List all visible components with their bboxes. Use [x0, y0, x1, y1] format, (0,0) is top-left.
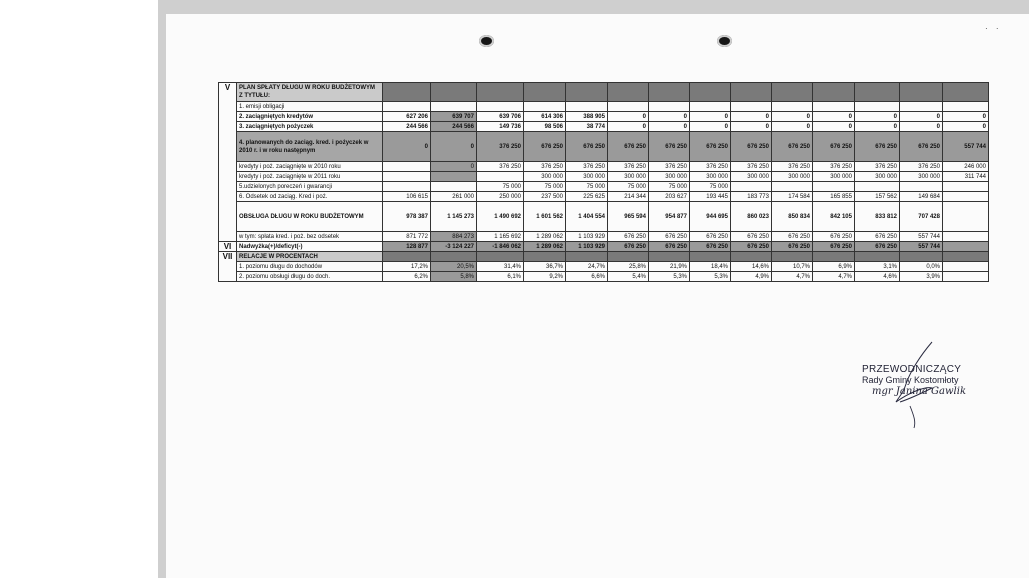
table-cell: 4,6%: [855, 272, 900, 282]
row-label: kredyty i poż. zaciągnięte w 2011 roku: [237, 172, 383, 182]
table-cell: 376 250: [690, 162, 731, 172]
table-cell: 0: [383, 132, 431, 162]
table-cell: 0: [772, 122, 813, 132]
table-cell: -3 124 227: [431, 242, 477, 252]
table-cell: 250 000: [477, 192, 524, 202]
row-label: w tym: spłata kred. i poż. bez odsetek: [237, 232, 383, 242]
table-cell: [855, 182, 900, 192]
table-cell: [943, 232, 989, 242]
table-cell: 376 250: [900, 162, 943, 172]
table-cell: [383, 182, 431, 192]
table-cell: 376 250: [566, 162, 608, 172]
table-cell: 676 250: [813, 232, 855, 242]
table-cell: 0: [649, 122, 690, 132]
table-cell: [900, 182, 943, 192]
punch-hole: [479, 35, 494, 47]
table-cell: [690, 102, 731, 112]
table-cell: 0,0%: [900, 262, 943, 272]
table-cell: 0: [608, 112, 649, 122]
table-cell: 627 206: [383, 112, 431, 122]
table-cell: 300 000: [608, 172, 649, 182]
table-cell: 3,9%: [900, 272, 943, 282]
table-cell: 214 344: [608, 192, 649, 202]
table-cell: 676 250: [855, 232, 900, 242]
table-cell: 6,1%: [477, 272, 524, 282]
table-cell: 75 000: [524, 182, 566, 192]
table-cell: 871 772: [383, 232, 431, 242]
table-cell: 21,9%: [649, 262, 690, 272]
table-cell: 965 594: [608, 202, 649, 232]
table-cell: 4,9%: [731, 272, 772, 282]
table-cell: [566, 102, 608, 112]
table-cell: 0: [813, 122, 855, 132]
table-cell: 978 387: [383, 202, 431, 232]
table-cell: 225 625: [566, 192, 608, 202]
table-cell: [431, 102, 477, 112]
table-cell: 36,7%: [524, 262, 566, 272]
table-cell: [477, 172, 524, 182]
table-row: [219, 122, 989, 132]
table-cell: 5,3%: [649, 272, 690, 282]
table-cell: 4,7%: [772, 272, 813, 282]
table-cell: 18,4%: [690, 262, 731, 272]
table-cell: 557 744: [943, 132, 989, 162]
table-cell: 300 000: [772, 172, 813, 182]
table-cell: 5,8%: [431, 272, 477, 282]
table-cell: 0: [731, 112, 772, 122]
table-cell: 165 855: [813, 192, 855, 202]
table-cell: 300 000: [649, 172, 690, 182]
table-cell: [649, 102, 690, 112]
table-cell: [731, 102, 772, 112]
table-cell: 842 105: [813, 202, 855, 232]
row-label: 3. zaciągniętych pożyczek: [237, 122, 383, 132]
header-cell: [477, 252, 524, 262]
header-cell: [477, 83, 524, 102]
table-cell: 376 250: [731, 162, 772, 172]
section-v-header-row: [219, 83, 989, 102]
header-cell: [772, 83, 813, 102]
table-cell: 300 000: [731, 172, 772, 182]
table-cell: 98 506: [524, 122, 566, 132]
table-cell: 376 250: [477, 162, 524, 172]
table-cell: 0: [772, 112, 813, 122]
table-cell: 300 000: [900, 172, 943, 182]
header-cell: [383, 252, 431, 262]
table-cell: 676 250: [690, 132, 731, 162]
table-cell: 676 250: [524, 132, 566, 162]
table-cell: 300 000: [690, 172, 731, 182]
table-cell: 300 000: [566, 172, 608, 182]
table-cell: [900, 102, 943, 112]
table-row: [219, 112, 989, 122]
table-cell: 1 490 692: [477, 202, 524, 232]
table-cell: 1 103 929: [566, 232, 608, 242]
table-cell: 0: [943, 112, 989, 122]
table-cell: 376 250: [772, 162, 813, 172]
table-cell: 0: [900, 112, 943, 122]
table-cell: 860 023: [731, 202, 772, 232]
table-cell: 75 000: [690, 182, 731, 192]
table-cell: [943, 192, 989, 202]
table-cell: 300 000: [855, 172, 900, 182]
table-cell: [383, 102, 431, 112]
header-cell: [566, 83, 608, 102]
header-cell: [431, 83, 477, 102]
table-cell: 639 707: [431, 112, 477, 122]
table-cell: 203 627: [649, 192, 690, 202]
table-cell: 676 250: [813, 132, 855, 162]
table-cell: 5,4%: [608, 272, 649, 282]
table-cell: 0: [649, 112, 690, 122]
table-cell: 0: [608, 122, 649, 132]
table-cell: 4,7%: [813, 272, 855, 282]
table-cell: 1 103 929: [566, 242, 608, 252]
table-cell: [431, 172, 477, 182]
row-label: 2. poziomu obsługi długu do doch.: [237, 272, 383, 282]
header-cell: [649, 83, 690, 102]
row-label: Nadwyżka(+)/deficyt(-): [237, 242, 383, 252]
table-cell: 676 250: [772, 232, 813, 242]
table-cell: 676 250: [690, 242, 731, 252]
table-cell: 0: [855, 112, 900, 122]
header-cell: [855, 83, 900, 102]
table-cell: 639 706: [477, 112, 524, 122]
header-cell: [690, 252, 731, 262]
table-cell: 20,5%: [431, 262, 477, 272]
table-cell: 6,6%: [566, 272, 608, 282]
signature-name: mgr Janina Gawlik: [872, 386, 966, 397]
table-cell: 614 306: [524, 112, 566, 122]
table-cell: 9,2%: [524, 272, 566, 282]
table-cell: 128 877: [383, 242, 431, 252]
table-cell: [731, 182, 772, 192]
section-roman-numeral: V: [219, 83, 237, 242]
section-header: PLAN SPŁATY DŁUGU W ROKU BUDŻETOWYM Z TYTUŁU:: [237, 83, 383, 102]
table-cell: 0: [690, 122, 731, 132]
table-cell: 174 584: [772, 192, 813, 202]
table-row: [219, 182, 989, 192]
table-cell: 38 774: [566, 122, 608, 132]
table-row: [219, 192, 989, 202]
table-cell: 149 736: [477, 122, 524, 132]
table-cell: 0: [431, 132, 477, 162]
row-label: kredyty i poż. zaciągnięte w 2010 roku: [237, 162, 383, 172]
table-row: [219, 172, 989, 182]
table-cell: 388 905: [566, 112, 608, 122]
table-row: [219, 232, 989, 242]
table-cell: 0: [431, 162, 477, 172]
table-cell: [383, 162, 431, 172]
table-cell: 676 250: [855, 132, 900, 162]
header-cell: [608, 252, 649, 262]
table-cell: 884 273: [431, 232, 477, 242]
table-cell: 311 744: [943, 172, 989, 182]
table-cell: 676 250: [690, 232, 731, 242]
table-cell: 376 250: [608, 162, 649, 172]
table-cell: 676 250: [855, 242, 900, 252]
table-cell: 376 250: [649, 162, 690, 172]
table-cell: 157 562: [855, 192, 900, 202]
row-label: 5.udzielonych poreczeń i gwarancji: [237, 182, 383, 192]
header-cell: [900, 83, 943, 102]
table-cell: 183 773: [731, 192, 772, 202]
table-cell: 75 000: [649, 182, 690, 192]
scan-left-margin: [0, 0, 158, 578]
table-cell: 707 428: [900, 202, 943, 232]
table-cell: [813, 182, 855, 192]
table-cell: 676 250: [608, 242, 649, 252]
table-cell: 676 250: [566, 132, 608, 162]
table-cell: [943, 102, 989, 112]
header-cell: [855, 252, 900, 262]
header-cell: [690, 83, 731, 102]
table-cell: 6,2%: [383, 272, 431, 282]
table-cell: 1 289 062: [524, 232, 566, 242]
table-cell: 676 250: [900, 132, 943, 162]
table-cell: 244 566: [431, 122, 477, 132]
table-cell: 557 744: [900, 232, 943, 242]
row-label: 1. emisji obligacji: [237, 102, 383, 112]
section-roman-numeral: VII: [219, 252, 237, 282]
table-cell: 676 250: [649, 132, 690, 162]
punch-hole: [717, 35, 732, 47]
table-cell: 31,4%: [477, 262, 524, 272]
table-cell: 6,9%: [813, 262, 855, 272]
header-cell: [943, 252, 989, 262]
table-cell: [943, 272, 989, 282]
debt-repayment-table: [218, 82, 989, 282]
row-label: 6. Odsetek od zaciąg. Kred i poż.: [237, 192, 383, 202]
table-cell: 676 250: [608, 132, 649, 162]
table-cell: [943, 242, 989, 252]
header-cell: [608, 83, 649, 102]
table-cell: 676 250: [731, 132, 772, 162]
table-cell: 1 404 554: [566, 202, 608, 232]
header-cell: [383, 83, 431, 102]
section-header: RELACJE W PROCENTACH: [237, 252, 383, 262]
table-row: [219, 102, 989, 112]
table-cell: 676 250: [772, 132, 813, 162]
signature-organization: Rady Gminy Kostomłoty: [862, 375, 959, 385]
table-cell: 17,2%: [383, 262, 431, 272]
header-cell: [524, 83, 566, 102]
table-cell: 1 165 692: [477, 232, 524, 242]
table-cell: 106 615: [383, 192, 431, 202]
table-cell: 0: [731, 122, 772, 132]
table-cell: 14,6%: [731, 262, 772, 272]
table-cell: 0: [855, 122, 900, 132]
header-cell: [524, 252, 566, 262]
table-cell: [477, 102, 524, 112]
table-cell: [943, 202, 989, 232]
table-cell: 1 145 273: [431, 202, 477, 232]
scan-specks: · ·: [985, 24, 1002, 33]
header-cell: [431, 252, 477, 262]
table-cell: 676 250: [649, 242, 690, 252]
row-label: OBSŁUGA DŁUGU W ROKU BUDŻETOWYM: [237, 202, 383, 232]
table-cell: 75 000: [608, 182, 649, 192]
table-cell: 24,7%: [566, 262, 608, 272]
table-cell: 376 250: [524, 162, 566, 172]
table-cell: 676 250: [772, 242, 813, 252]
signature-block: [862, 364, 1012, 397]
header-cell: [943, 83, 989, 102]
table-cell: 10,7%: [772, 262, 813, 272]
table-row: [219, 272, 989, 282]
row-label: 4. planowanych do zaciąg. kred. i pożyczek w 2010 r. i w roku następnym: [237, 132, 383, 162]
table-cell: 193 445: [690, 192, 731, 202]
header-cell: [731, 252, 772, 262]
header-cell: [649, 252, 690, 262]
table-row: [219, 262, 989, 272]
table-cell: [524, 102, 566, 112]
header-cell: [772, 252, 813, 262]
table-cell: 0: [690, 112, 731, 122]
table-cell: 944 695: [690, 202, 731, 232]
table-cell: 676 250: [731, 232, 772, 242]
signature-title: PRZEWODNICZĄCY: [862, 364, 962, 375]
table-cell: 244 566: [383, 122, 431, 132]
table-body: [219, 83, 989, 282]
table-cell: 557 744: [900, 242, 943, 252]
table-cell: 246 000: [943, 162, 989, 172]
table-cell: 149 684: [900, 192, 943, 202]
table-cell: 25,8%: [608, 262, 649, 272]
table-cell: [943, 262, 989, 272]
table-cell: 0: [900, 122, 943, 132]
table-cell: 954 877: [649, 202, 690, 232]
table-cell: 5,3%: [690, 272, 731, 282]
table-cell: 1 289 062: [524, 242, 566, 252]
table-cell: 676 250: [608, 232, 649, 242]
table-cell: 1 601 562: [524, 202, 566, 232]
table-cell: 676 250: [649, 232, 690, 242]
header-cell: [900, 252, 943, 262]
table-cell: 300 000: [813, 172, 855, 182]
table-cell: 0: [943, 122, 989, 132]
table-cell: 376 250: [855, 162, 900, 172]
table-cell: 300 000: [524, 172, 566, 182]
table-cell: [772, 102, 813, 112]
table-cell: 676 250: [731, 242, 772, 252]
table-cell: -1 846 062: [477, 242, 524, 252]
table-cell: 676 250: [813, 242, 855, 252]
row-label: 1. poziomu długu do dochodów: [237, 262, 383, 272]
table-cell: 833 812: [855, 202, 900, 232]
table-cell: 261 000: [431, 192, 477, 202]
table-cell: 0: [813, 112, 855, 122]
table-row: [219, 202, 989, 232]
section-vii-header-row: [219, 252, 989, 262]
table-row: [219, 162, 989, 172]
row-label: 2. zaciągniętych kredytów: [237, 112, 383, 122]
table-cell: 850 834: [772, 202, 813, 232]
header-cell: [813, 252, 855, 262]
table-cell: 75 000: [566, 182, 608, 192]
table-cell: [608, 102, 649, 112]
table-cell: 3,1%: [855, 262, 900, 272]
table-row: [219, 132, 989, 162]
table-cell: [383, 172, 431, 182]
section-roman-numeral: VI: [219, 242, 237, 252]
table-cell: 376 250: [813, 162, 855, 172]
table-cell: [943, 182, 989, 192]
header-cell: [731, 83, 772, 102]
header-cell: [813, 83, 855, 102]
table-cell: [813, 102, 855, 112]
section-vi-row: [219, 242, 989, 252]
table-cell: [772, 182, 813, 192]
table-cell: [431, 182, 477, 192]
table-cell: 75 000: [477, 182, 524, 192]
table-cell: [855, 102, 900, 112]
table-cell: 237 500: [524, 192, 566, 202]
table-cell: 376 250: [477, 132, 524, 162]
header-cell: [566, 252, 608, 262]
